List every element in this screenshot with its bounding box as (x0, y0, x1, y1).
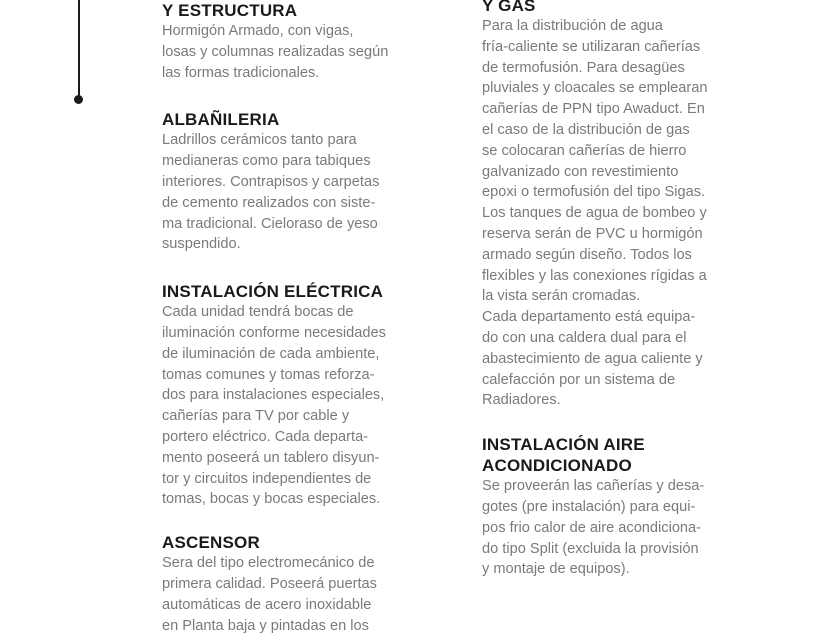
section-heading (162, 109, 462, 130)
body-line: tomas, bocas y bocas especiales. (162, 491, 381, 508)
body-line: gotes (pre instalación) para equi- (482, 498, 696, 515)
section-heading (162, 281, 462, 302)
body-line: tor y circuitos independientes de (162, 470, 372, 487)
right-column (482, 0, 782, 580)
body-line: iluminación conforme necesidades (162, 324, 386, 341)
body-line: do con una caldera dual para el (482, 329, 687, 346)
heading-line: INSTALACIÓN ELÉCTRICA (162, 282, 384, 302)
body-line: el caso de la distribución de gas (482, 121, 690, 138)
section-body (162, 130, 462, 255)
body-line: automáticas de acero inoxidable (162, 596, 372, 613)
body-line: interiores. Contrapisos y carpetas (162, 173, 380, 190)
body-line: Para la distribución de agua (482, 18, 663, 34)
section-ascensor (162, 532, 462, 636)
section-heading (482, 434, 782, 476)
section-heading (162, 532, 462, 553)
heading-line: Y ESTRUCTURA (162, 1, 298, 20)
section-instalacion-sanitaria (482, 0, 782, 411)
body-line: pos frio calor de aire acondiciona- (482, 519, 702, 536)
body-line: se colocaran cañerías de hierro (482, 142, 687, 159)
section-body (482, 16, 782, 411)
timeline-dot (74, 95, 83, 104)
body-line: Sera del tipo electromecánico de (162, 555, 375, 572)
body-line: do tipo Split (excluida la provisión (482, 540, 699, 557)
body-line: portero eléctrico. Cada departa- (162, 428, 369, 445)
section-estructura (162, 0, 462, 83)
body-line: primera calidad. Poseerá puertas (162, 575, 377, 592)
body-line: dos para instalaciones especiales, (162, 387, 385, 404)
body-line: abastecimiento de agua caliente y (482, 350, 703, 367)
section-albanileria (162, 109, 462, 255)
heading-line: ALBAÑILERIA (162, 110, 280, 130)
body-line: Cada unidad tendrá bocas de (162, 304, 354, 321)
body-line: las formas tradicionales. (162, 64, 320, 81)
left-column (162, 0, 462, 636)
body-line: Cada departamento está equipa- (482, 309, 696, 326)
section-aire-acondicionado (482, 434, 782, 580)
body-line: galvanizado con revestimiento (482, 163, 679, 180)
section-body (162, 553, 462, 636)
body-line: medianeras como para tabiques (162, 153, 371, 170)
body-line: mento poseerá un tablero disyun- (162, 449, 380, 466)
body-line: de termofusión. Para desagües (482, 59, 685, 76)
body-line: pluviales y cloacales se emplearan (482, 80, 708, 97)
body-line: losas y columnas realizadas según (162, 43, 389, 60)
heading-line: Y GAS (482, 0, 536, 15)
body-line: Se proveerán las cañerías y desa- (482, 478, 705, 495)
section-body (162, 302, 462, 510)
section-body (162, 21, 462, 83)
section-heading (162, 0, 462, 21)
body-line: de iluminación de cada ambiente, (162, 345, 380, 362)
body-line: tomas comunes y tomas reforza- (162, 366, 375, 383)
section-instalacion-electrica (162, 281, 462, 510)
body-line: suspendido. (162, 236, 241, 253)
body-line: epoxi o termofusión del tipo Sigas. (482, 184, 706, 201)
body-line: armado según diseño. Todos los (482, 246, 692, 263)
body-line: cañerías para TV por cable y (162, 408, 350, 425)
body-line: y montaje de equipos). (482, 561, 630, 578)
section-heading (482, 0, 782, 16)
body-line: cañerías de PPN tipo Awaduct. En (482, 101, 705, 118)
body-line: de cemento realizados con siste- (162, 194, 376, 211)
body-line: ma tradicional. Cieloraso de yeso (162, 215, 378, 232)
body-line: la vista serán cromadas. (482, 288, 641, 305)
heading-line: ASCENSOR (162, 533, 260, 553)
body-line: Ladrillos cerámicos tanto para (162, 132, 357, 149)
body-line: fría-caliente se utilizaran cañerías (482, 38, 701, 55)
body-line: Radiadores. (482, 392, 561, 409)
body-line: reserva serán de PVC u hormigón (482, 225, 703, 242)
timeline-line (78, 0, 80, 100)
body-line: Hormigón Armado, con vigas, (162, 23, 354, 39)
body-line: Los tanques de agua de bombeo y (482, 205, 707, 222)
heading-line: ACONDICIONADO (482, 456, 632, 476)
body-line: calefacción por un sistema de (482, 371, 676, 388)
body-line: en Planta baja y pintadas en los (162, 617, 369, 634)
body-line: flexibles y las conexiones rígidas a (482, 267, 707, 284)
heading-line: INSTALACIÓN AIRE (482, 435, 645, 455)
section-body (482, 476, 782, 580)
